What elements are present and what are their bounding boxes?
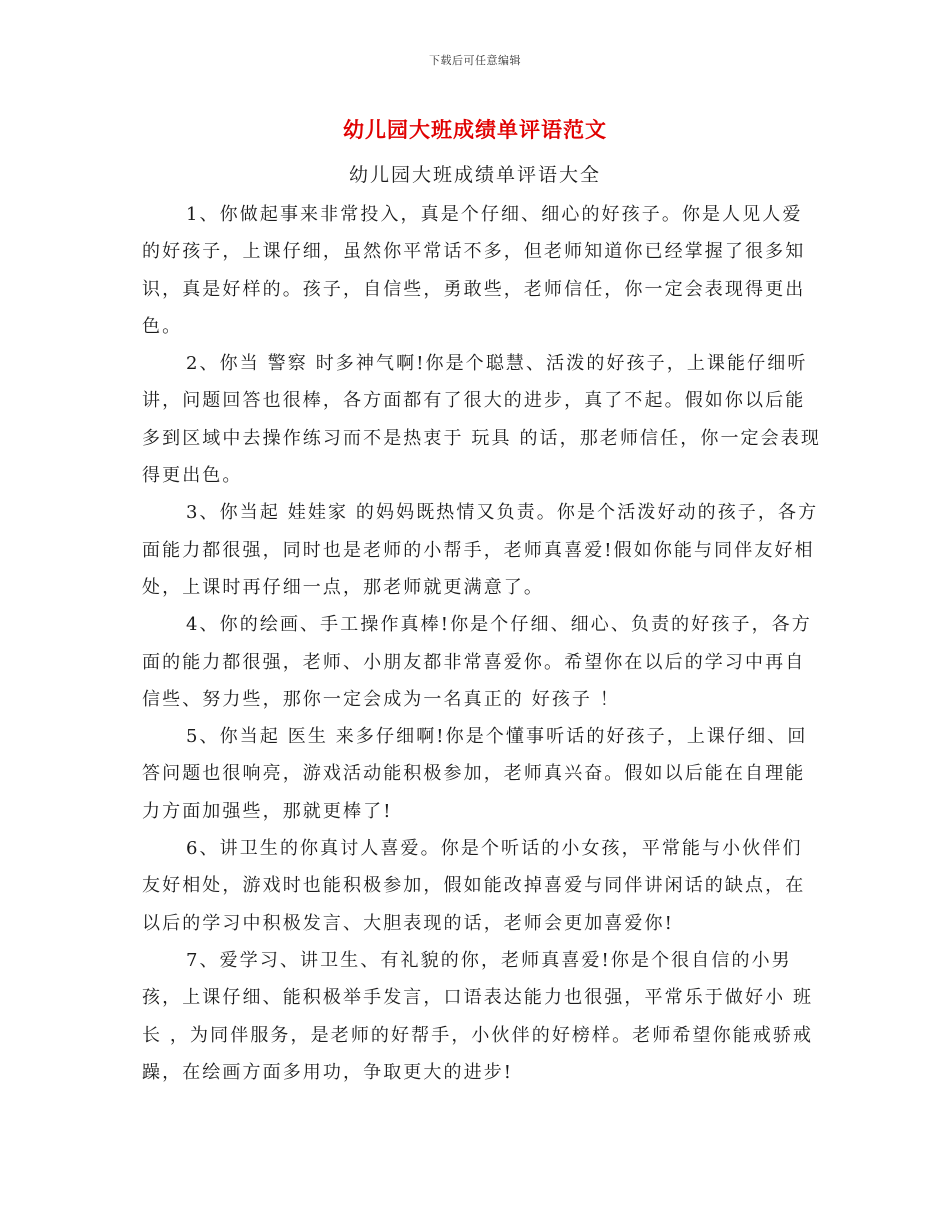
paragraph-1: 1、你做起事来非常投入，真是个仔细、细心的好孩子。你是人见人爱的好孩子，上课仔细，虽然你平常话不多，但老师知道你已经掌握了很多知识，真是好样的。孩子，自信些，勇敢些，老师信任，你一定会表现得更出色。 — [142, 204, 806, 337]
paragraph-3: 3、你当起 娃娃家 的妈妈既热情又负责。你是个活泼好动的孩子，各方面能力都很强，同时也是老师的小帮手，老师真喜爱!假如你能与同伴友好相处，上课时再仔细一点，那老师就更满意了。 — [142, 502, 819, 598]
header-note: 下载后可任意编辑 — [429, 54, 521, 67]
paragraph-2: 2、你当 警察 时多神气啊!你是个聪慧、活泼的好孩子，上课能仔细听讲，问题回答也很棒，各方面都有了很大的进步，真了不起。假如你以后能多到区域中去操作练习而不是热衷于 玩具 的话，那老师信任，你一定会表现得更出色。 — [142, 353, 821, 487]
paragraph-5: 5、你当起 医生 来多仔细啊!你是个懂事听话的好孩子，上课仔细、回答问题也很响亮，游戏活动能积极参加，老师真兴奋。假如以后能在自理能力方面加强些，那就更棒了! — [142, 726, 808, 822]
document-subtitle: 幼儿园大班成绩单评语大全 — [348, 164, 601, 186]
document-title: 幼儿园大班成绩单评语范文 — [343, 117, 607, 142]
paragraph-4: 4、你的绘画、手工操作真棒!你是个仔细、细心、负责的好孩子，各方面的能力都很强，老师、小朋友都非常喜爱你。希望你在以后的学习中再自信些、努力些，那你一定会成为一名真正的 好孩子 ！ — [142, 614, 812, 710]
document-body — [142, 196, 822, 1091]
paragraph-7: 7、爱学习、讲卫生、有礼貌的你，老师真喜爱!你是个很自信的小男孩，上课仔细、能积极举手发言，口语表达能力也很强，平常乐于做好小 班长 ，为同伴服务，是老师的好帮手，小伙伴的好榜样。老师希望你能戒骄戒躁，在绘画方面多用功，争取更大的进步! — [142, 949, 814, 1083]
paragraph-6: 6、讲卫生的你真讨人喜爱。你是个听话的小女孩，平常能与小伙伴们友好相处，游戏时也能积极参加，假如能改掉喜爱与同伴讲闲话的缺点，在以后的学习中积极发言、大胆表现的话，老师会更加喜爱你! — [142, 838, 806, 934]
